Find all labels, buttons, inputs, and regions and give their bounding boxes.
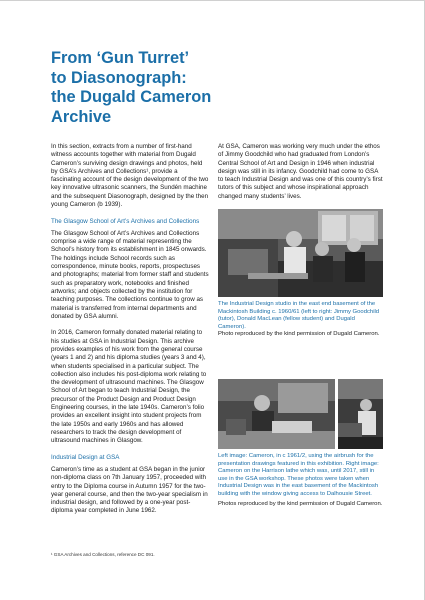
- subhead-industrial-design: Industrial Design at GSA: [51, 453, 120, 461]
- title-line-3: the Dugald Cameron: [51, 88, 212, 107]
- studio-photo: [218, 209, 383, 297]
- studio-photo-credit: Photo reproduced by the kind permission of Dugald Cameron.: [218, 331, 380, 337]
- studio-photo-image: [218, 209, 383, 297]
- footnote: ¹ GSA Archives and Collections, reference DC 091.: [51, 552, 155, 557]
- airbrush-photo-image: [218, 379, 335, 449]
- title-line-1: From ‘Gun Turret’: [51, 49, 190, 67]
- right-column: [218, 143, 383, 209]
- title-line-4: Archive: [51, 107, 112, 126]
- studio-photo-caption: The Industrial Design studio in the east end basement of the Mackintosh Building c. 1960/61 (left to right: Jimmy Goodchild (tutor), Donald MacLean (fellow student) and Dugald Cameron).: [218, 301, 380, 330]
- lathe-photo-image: [338, 379, 383, 449]
- airbrush-photo: [218, 379, 335, 449]
- workshop-photos-credit: Photos reproduced by the kind permission of Dugald Cameron.: [218, 501, 383, 507]
- industrial-design-paragraph: Cameron’s time as a student at GSA began in the junior non-diploma class on 7th January 1957, proceeded with entry to the Diploma course in Autumn 1957 for the two-year general course, and then the two-year specialism in industrial design, and followed by a one-year post-diploma year completed in June 1962.: [51, 465, 208, 515]
- title-line-2: to Diasonograph:: [51, 68, 187, 87]
- goodchild-paragraph: At GSA, Cameron was working very much under the ethos of Jimmy Goodchild who had graduated from London’s Central School of Art and Design in 1946 when industrial design was still in its infancy. Goodchild had come to GSA to teach Industrial Design and was one of this country’s first tutors of this subject and whose inspirational approach changed many students’ lives.: [218, 143, 383, 200]
- intro-paragraph: In this section, extracts from a number of first-hand witness accounts together with material from Dugald Cameron’s surviving design drawings and photos, held by GSA’s Archives and Collections¹, provide a fascinating account of the design development of the two key innovative ultrasonic scanners, the Sundén machine and the subsequent Diasonograph, designed by the then young Cameron (b 1939).: [51, 143, 209, 209]
- left-column: [51, 143, 209, 524]
- archives-paragraph: The Glasgow School of Art’s Archives and Collections comprise a wide range of material representing the School’s history from its establishment in 1845 onwards. The holdings include School records such as correspondence, minute books, reports, prospectuses and photographs; material from former staff and students such as preparatory work, notebooks and finished artworks; and objects collected by the institution for teaching purposes. The collections continue to grow as material is transferred from internal departments and donated by GSA alumni.: [51, 229, 209, 320]
- lathe-photo: [338, 379, 383, 449]
- donation-paragraph: In 2016, Cameron formally donated material relating to his studies at GSA in Industrial Design. This archive provides examples of his work from the general course (years 1 and 2) and his diploma studies (years 3 and 4), when students specialised in a particular subject. The collection also includes his post-diploma work relating to the development of ultrasound machines. The Glasgow School of Art began to teach Industrial Design, the precursor of the Product Design and Product Design Engineering courses, in the late 1940s. Cameron’s folio provides an excellent insight into student projects from the late 1950s and early 1960s and has allowed researchers to track the design development of ultrasound machines in Glasgow.: [51, 329, 207, 445]
- page-title: [51, 49, 311, 127]
- workshop-photos-caption: Left image: Cameron, in c 1961/2, using the airbrush for the presentation drawings featured in this exhibition. Right image: Cameron on the Harrison lathe which was, until 2017, still in use in the GSA workshop. These photos were taken when Industrial Design was in the east basement of the Mackintosh building with the window giving access to Dalhousie Street.: [218, 453, 379, 497]
- subhead-archives: The Glasgow School of Art’s Archives and Collections: [51, 217, 200, 225]
